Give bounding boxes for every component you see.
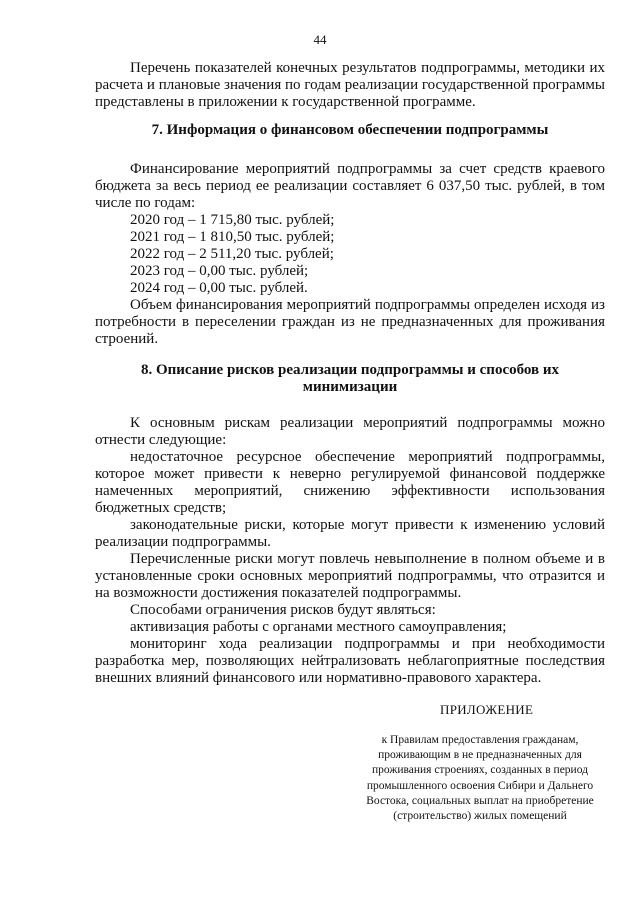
section-7-heading: 7. Информация о финансовом обеспечении подпрограммы xyxy=(151,122,549,138)
section-8-heading: 8. Описание рисков реализации подпрограммы и способов их минимизации xyxy=(140,362,560,395)
document-body xyxy=(95,60,605,687)
section-8-paragraph-1: К основным рискам реализации мероприятий подпрограммы можно отнести следующие: xyxy=(95,415,605,448)
section-7-paragraph-1: Финансирование мероприятий подпрограммы за счет средств краевого бюджета за весь период ее реализации составляет 6 037,50 тыс. рублей, в том числе по годам: xyxy=(95,161,605,211)
appendix-text: к Правилам предоставления гражданам, проживающим в не предназначенных для проживания строениях, созданных в период промышленного освоения Сибири и Дальнего Востока, социальных выплат на приобретение (строительство) жилых помещений xyxy=(366,734,594,823)
appendix-title: ПРИЛОЖЕНИЕ xyxy=(440,702,534,717)
financing-year-2024: 2024 год – 0,00 тыс. рублей. xyxy=(130,280,308,296)
section-8-paragraph-5: Способами ограничения рисков будут являться: xyxy=(130,602,436,618)
section-8-paragraph-3: законодательные риски, которые могут привести к изменению условий реализации подпрограммы. xyxy=(95,517,605,550)
section-8-paragraph-6: активизация работы с органами местного самоуправления; xyxy=(130,619,507,635)
financing-year-2022: 2022 год – 2 511,20 тыс. рублей; xyxy=(130,246,334,262)
section-7-paragraph-2: Объем финансирования мероприятий подпрограммы определен исходя из потребности в переселении граждан из не предназначенных для проживания строений. xyxy=(95,297,605,347)
page-number: 44 xyxy=(313,32,327,47)
financing-year-2023: 2023 год – 0,00 тыс. рублей; xyxy=(130,263,309,279)
financing-years-list xyxy=(95,212,605,297)
financing-year-2020: 2020 год – 1 715,80 тыс. рублей; xyxy=(130,212,335,228)
financing-year-2021: 2021 год – 1 810,50 тыс. рублей; xyxy=(130,229,335,245)
section-8-paragraph-2: недостаточное ресурсное обеспечение мероприятий подпрограммы, которое может привести к неверно регулируемой финансовой поддержке намеченных мероприятий, снижению эффективности использования бюджетных средств; xyxy=(95,449,605,516)
intro-paragraph: Перечень показателей конечных результатов подпрограммы, методики их расчета и плановые значения по годам реализации государственной программы представлены в приложении к государственной программе. xyxy=(95,60,605,110)
section-8-paragraph-7: мониторинг хода реализации подпрограммы и при необходимости разработка мер, позволяющих нейтрализовать неблагоприятные последствия внешних влияний финансового или нормативно-правового характера. xyxy=(95,636,605,686)
section-8-paragraph-4: Перечисленные риски могут повлечь невыполнение в полном объеме и в установленные сроки основных мероприятий подпрограммы, что отразится и на возможности достижения показателей подпрограммы. xyxy=(95,551,605,601)
